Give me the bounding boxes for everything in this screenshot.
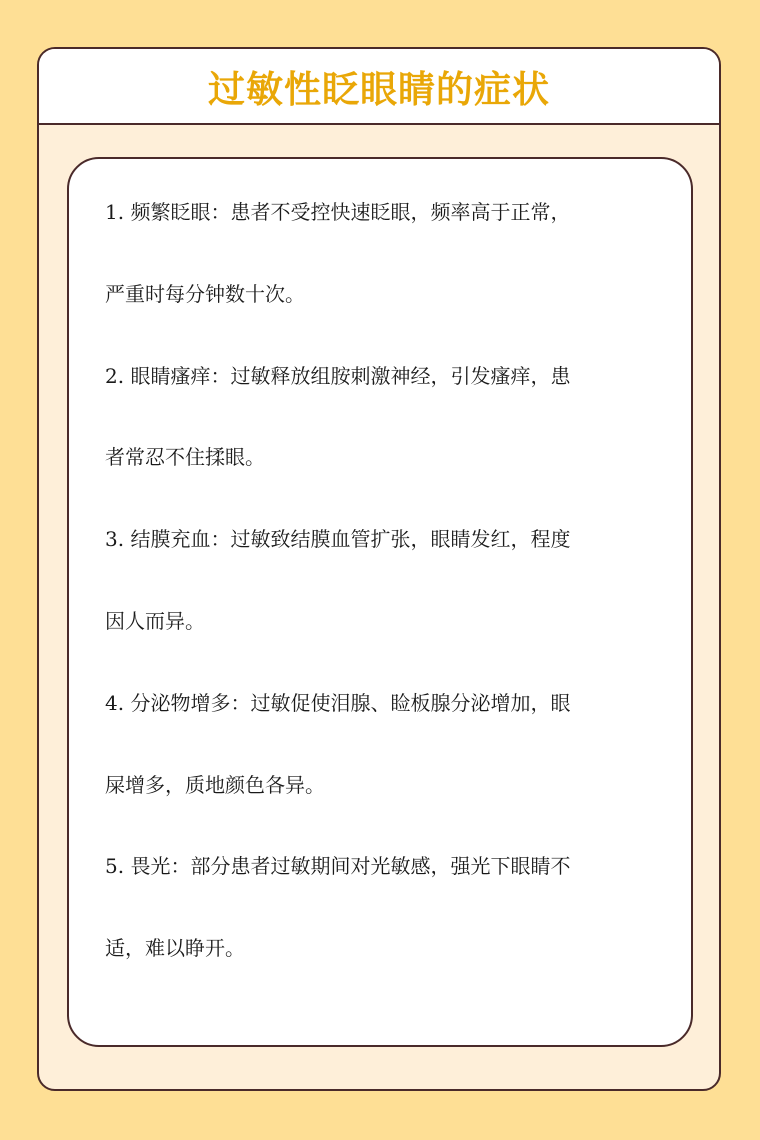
item-text-line1: 分泌物增多：过敏促使泪腺、睑板腺分泌增加，眼 bbox=[130, 690, 571, 715]
symptom-item-2 bbox=[105, 354, 665, 518]
symptom-item-4 bbox=[105, 681, 665, 845]
item-text-line2: 严重时每分钟数十次。 bbox=[105, 281, 305, 306]
item-number: 5. bbox=[105, 854, 125, 879]
title-bar bbox=[39, 49, 719, 125]
item-number: 1. bbox=[105, 200, 125, 224]
item-number: 2. bbox=[105, 363, 125, 388]
item-text-line2: 屎增多，质地颜色各异。 bbox=[105, 772, 325, 797]
item-text-line1: 频繁眨眼：患者不受控快速眨眼，频率高于正常， bbox=[130, 200, 571, 224]
item-number: 4. bbox=[105, 690, 125, 715]
item-text-line2: 因人而异。 bbox=[105, 608, 205, 633]
item-text-line2: 适，难以睁开。 bbox=[105, 936, 245, 961]
symptom-item-1 bbox=[105, 190, 665, 354]
item-number: 3. bbox=[105, 527, 125, 552]
item-text-line1: 结膜充血：过敏致结膜血管扩张，眼睛发红，程度 bbox=[130, 527, 571, 552]
item-text-line2: 者常忍不住揉眼。 bbox=[105, 445, 265, 470]
item-text-line1: 畏光：部分患者过敏期间对光敏感，强光下眼睛不 bbox=[130, 854, 571, 879]
symptom-item-5 bbox=[105, 844, 665, 1008]
symptom-list bbox=[105, 190, 665, 1008]
symptom-item-3 bbox=[105, 517, 665, 681]
page-title: 过敏性眨眼睛的症状 bbox=[208, 68, 550, 111]
item-text-line1: 眼睛瘙痒：过敏释放组胺刺激神经，引发瘙痒，患 bbox=[130, 363, 571, 388]
